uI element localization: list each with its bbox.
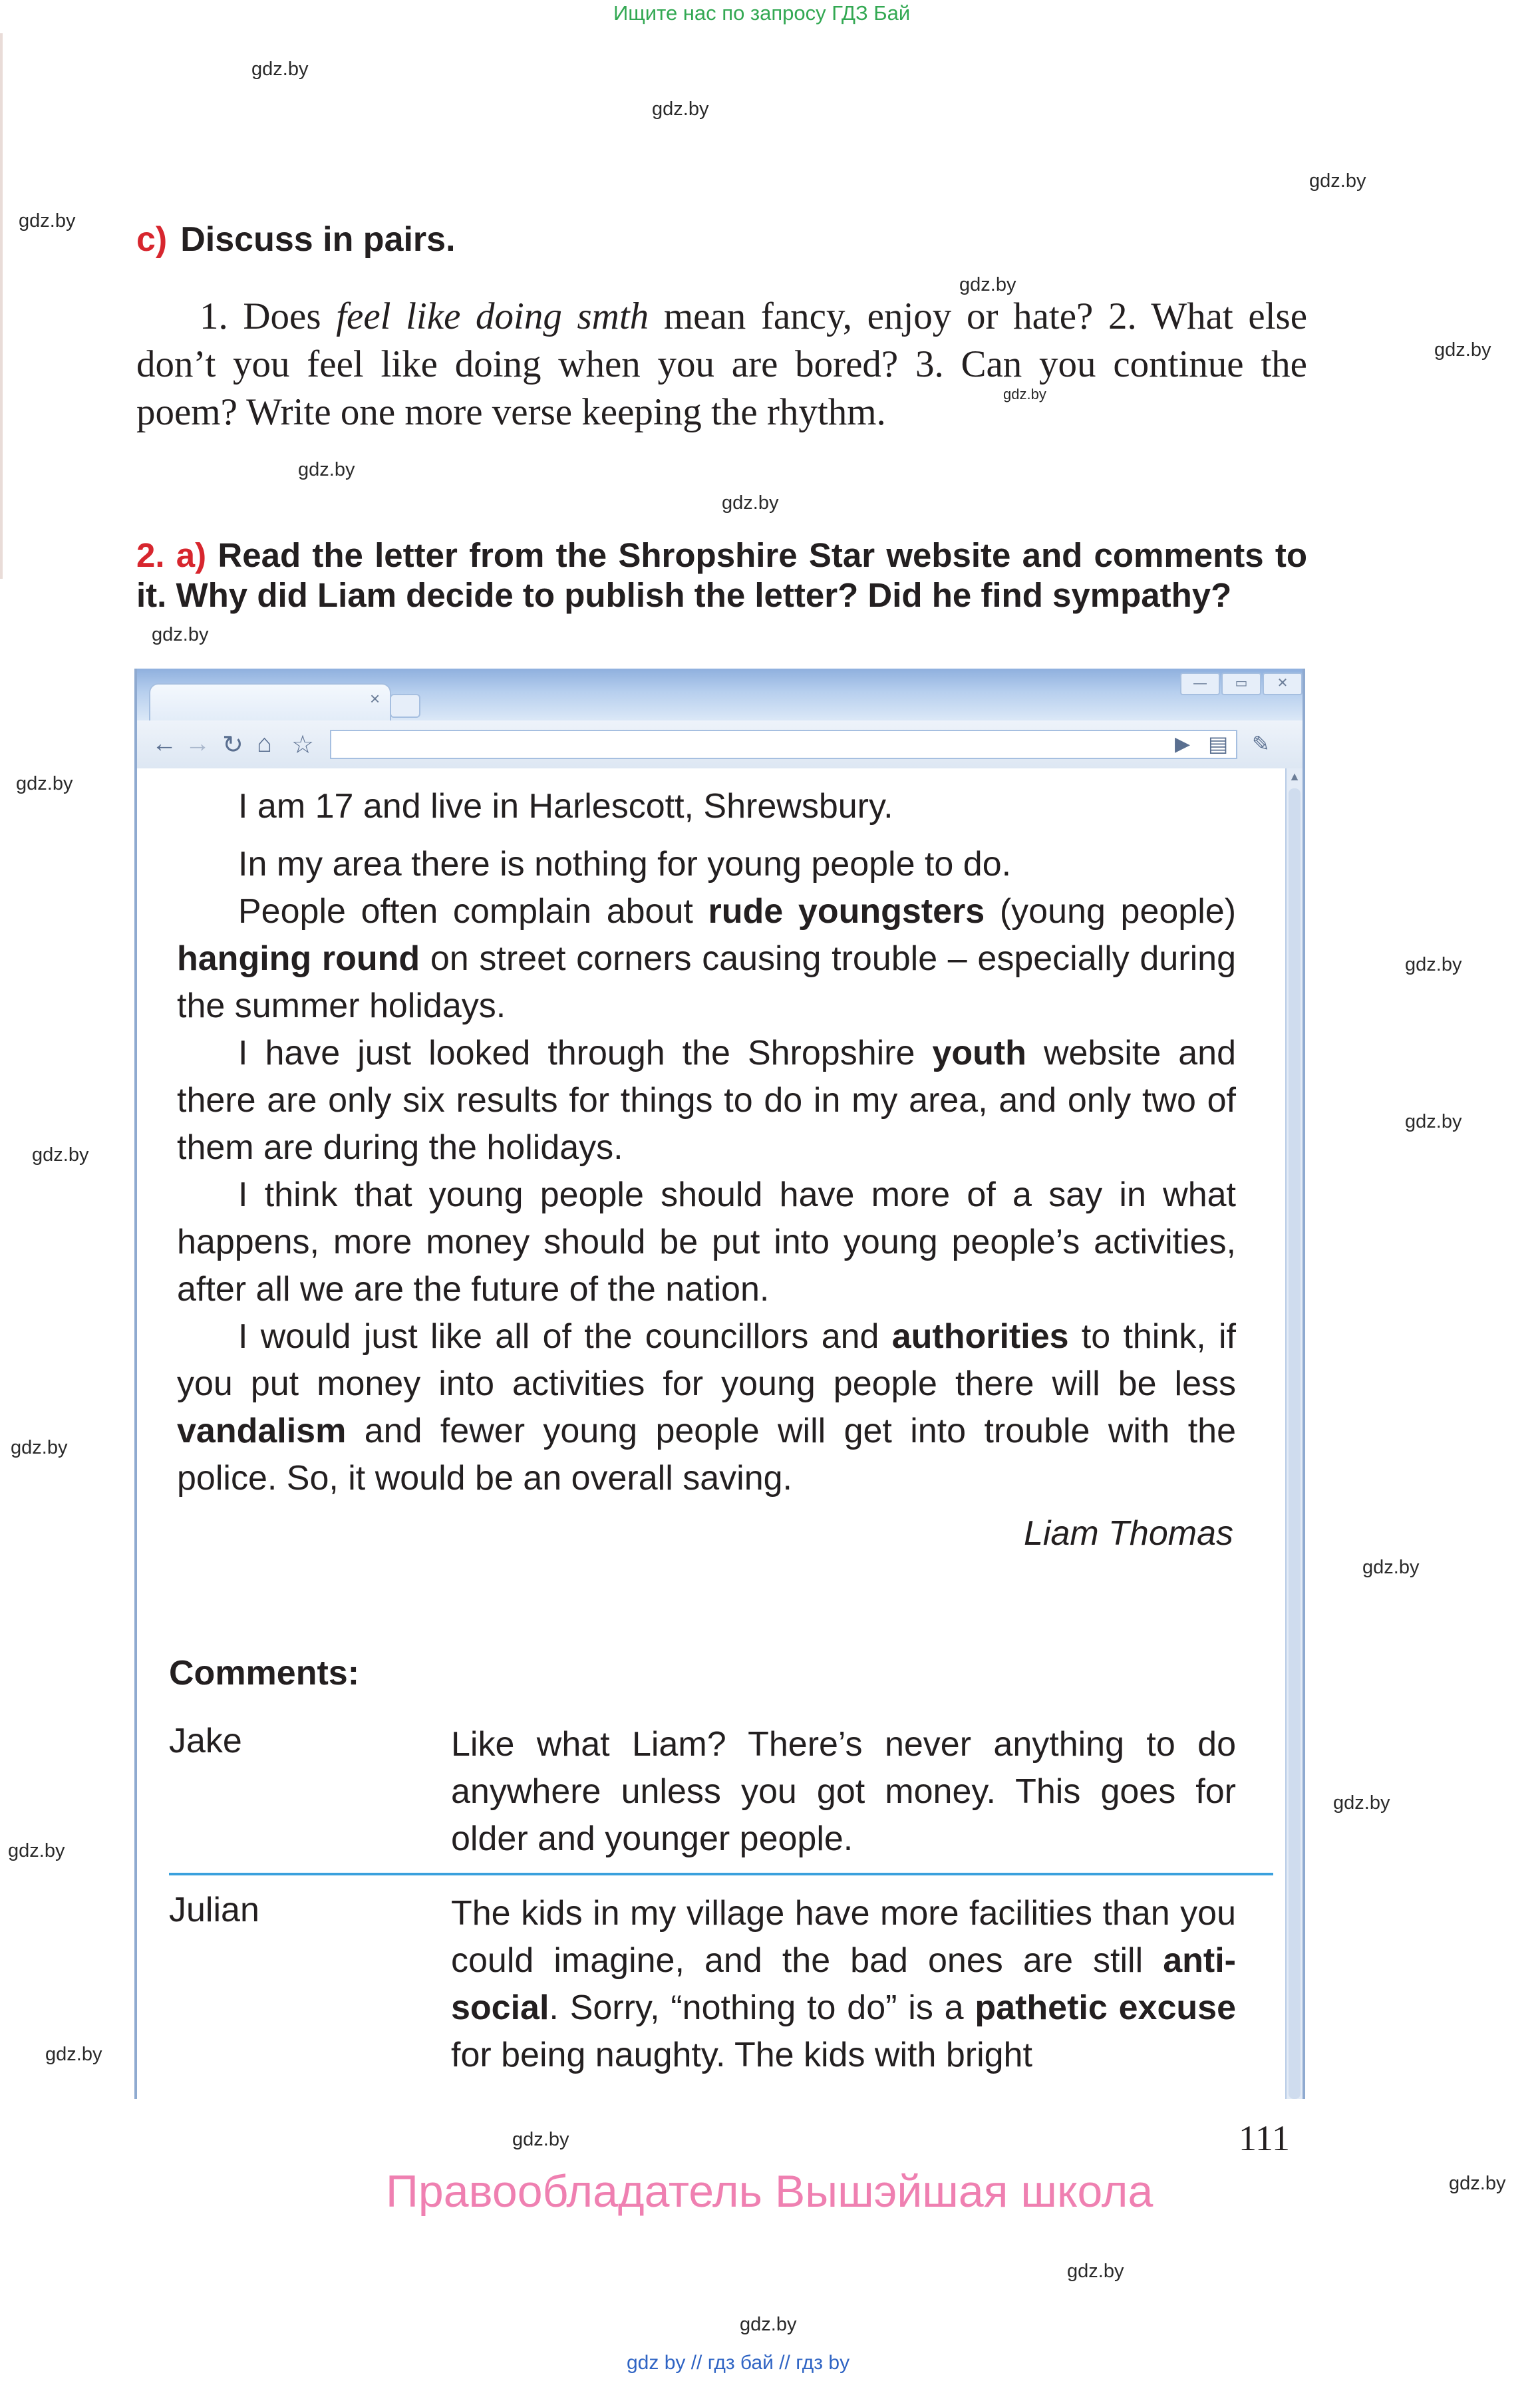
watermark: gdz.by [152, 624, 209, 645]
minimize-icon[interactable]: — [1180, 673, 1220, 695]
comment-text: Like what Liam? There’s never anything to do anywhere unless you got money. This goes for older and younger people. [451, 1725, 1236, 1858]
comment-text [451, 1890, 1236, 2079]
task-c-label: c) [136, 220, 168, 259]
watermark: gdz.by [512, 2129, 569, 2150]
letter-paragraph: In my area there is nothing for young people to do. [238, 845, 1012, 883]
letter-bold: hanging round [177, 939, 420, 978]
star-icon[interactable]: ☆ [291, 731, 315, 759]
watermark: gdz.by [1003, 386, 1046, 402]
scroll-up-icon[interactable]: ▲ [1289, 770, 1301, 783]
page-edge-rule [0, 33, 3, 579]
task-c-text: mean fancy, enjoy or hate? 2. What else don’t you feel like doing when you are bored? 3. Can you continue the poem? Write one more verse keeping the rhythm. [136, 295, 1308, 433]
forward-icon[interactable]: → [185, 730, 210, 758]
task-c-text: 1. Does [200, 295, 337, 337]
page-number: 111 [1239, 2118, 1290, 2158]
watermark: gdz.by [1405, 954, 1462, 975]
reload-icon[interactable]: ↻ [222, 731, 243, 759]
comment-text-part: for being naughty. The kids with bright [451, 2036, 1032, 2074]
task-c-title: Discuss in pairs. [180, 220, 456, 259]
letter-text: People often complain about [238, 892, 708, 931]
scrollbar[interactable] [1285, 768, 1303, 2099]
watermark: gdz.by [298, 459, 355, 480]
watermark: gdz.by [1362, 1557, 1420, 1578]
comment-text-part: . Sorry, “nothing to do” is a [549, 1989, 975, 2027]
letter-signature: Liam Thomas [1024, 1514, 1233, 1553]
letter-text: to think, if you put money into activities for young people there will be less [177, 1317, 1236, 1403]
watermark: gdz.by [11, 1437, 68, 1458]
footer-links[interactable]: gdz by // гдз бай // гдз by [627, 2352, 850, 2374]
comment-author: Jake [169, 1722, 242, 1760]
comment-bold: anti-social [451, 1941, 1236, 2027]
home-icon[interactable]: ⌂ [257, 730, 272, 758]
watermark: gdz.by [740, 2314, 797, 2335]
letter-text: and fewer young people will get into trouble with the police. So, it would be an overall saving. [177, 1412, 1236, 1498]
watermark: gdz.by [19, 210, 76, 232]
watermark: gdz.by [8, 1840, 65, 1861]
watermark: gdz.by [1067, 2261, 1124, 2282]
watermark: gdz.by [1333, 1792, 1390, 1814]
letter-paragraph: I think that young people should have more of a say in what happens, more money should be put into young people’s activities, after all we are the future of the nation. [177, 1176, 1236, 1309]
maximize-icon[interactable]: ▭ [1221, 673, 1261, 695]
letter-text: I have just looked through the Shropshire [238, 1034, 933, 1072]
letter-paragraph: I am 17 and live in Harlescott, Shrewsbury. [238, 787, 893, 826]
browser-tab[interactable] [149, 683, 391, 722]
letter-bold: vandalism [177, 1412, 347, 1450]
letter-bold: youth [932, 1034, 1026, 1072]
task-c-questions [136, 293, 1307, 436]
letter-paragraph [177, 1030, 1236, 1172]
letter-bold: authorities [891, 1317, 1069, 1356]
letter-paragraph [177, 888, 1236, 1030]
watermark: gdz.by [722, 492, 779, 514]
browser-toolbar [137, 720, 1303, 770]
search-hint: Ищите нас по запросу ГДЗ Бай [613, 1, 911, 25]
letter-text: on street corners causing trouble – especially during the summer holidays. [177, 939, 1236, 1025]
letter-text: I would just like all of the councillors and [238, 1317, 892, 1356]
new-tab-button[interactable] [390, 694, 420, 718]
browser-window [134, 669, 1305, 2099]
watermark: gdz.by [1405, 1111, 1462, 1132]
watermark: gdz.by [251, 59, 309, 80]
wrench-icon[interactable]: ✎ [1252, 732, 1270, 756]
task-2-number: 2. [136, 536, 165, 574]
tab-close-icon[interactable]: × [370, 689, 381, 709]
copyright-notice: Правообладатель Вышэйшая школа [386, 2166, 1154, 2217]
scrollbar-thumb[interactable] [1289, 788, 1301, 2099]
letter-text: (young people) [985, 892, 1237, 931]
letter-bold: rude youngsters [708, 892, 985, 931]
watermark: gdz.by [1434, 339, 1491, 361]
close-window-icon[interactable]: ✕ [1263, 673, 1303, 695]
comment-bold: pathetic excuse [975, 1989, 1236, 2027]
letter [177, 783, 1236, 1502]
task-c-heading [136, 220, 456, 259]
watermark: gdz.by [1449, 2173, 1506, 2194]
address-bar[interactable] [330, 730, 1237, 759]
task-2-instruction [136, 536, 1307, 615]
web-page-content [137, 768, 1287, 2099]
letter-paragraph [177, 1313, 1236, 1502]
task-2-text: Read the letter from the Shropshire Star website and comments to it. Why did Liam decide to publish the letter? Did he find sympathy? [136, 536, 1307, 614]
comment-author: Julian [169, 1891, 259, 1929]
watermark: gdz.by [32, 1144, 89, 1166]
back-icon[interactable]: ← [152, 730, 177, 758]
watermark: gdz.by [1309, 170, 1366, 192]
watermark: gdz.by [45, 2044, 102, 2065]
page-menu-icon[interactable]: ▤ [1208, 732, 1229, 756]
watermark: gdz.by [959, 274, 1016, 295]
comment-text-part: The kids in my village have more facilities than you could imagine, and the bad ones are still [451, 1894, 1236, 1980]
comments-heading: Comments: [169, 1654, 360, 1692]
watermark: gdz.by [16, 773, 73, 794]
task-c-italic-phrase: feel like doing smth [336, 295, 649, 337]
browser-titlebar [137, 669, 1303, 720]
task-2-label: a) [176, 536, 207, 574]
go-icon[interactable]: ▶ [1175, 733, 1191, 755]
comment-divider [169, 1873, 1273, 1875]
watermark: gdz.by [652, 98, 709, 120]
letter-text: website and there are only six results for things to do in my area, and only two of them are during the holidays. [177, 1034, 1237, 1167]
